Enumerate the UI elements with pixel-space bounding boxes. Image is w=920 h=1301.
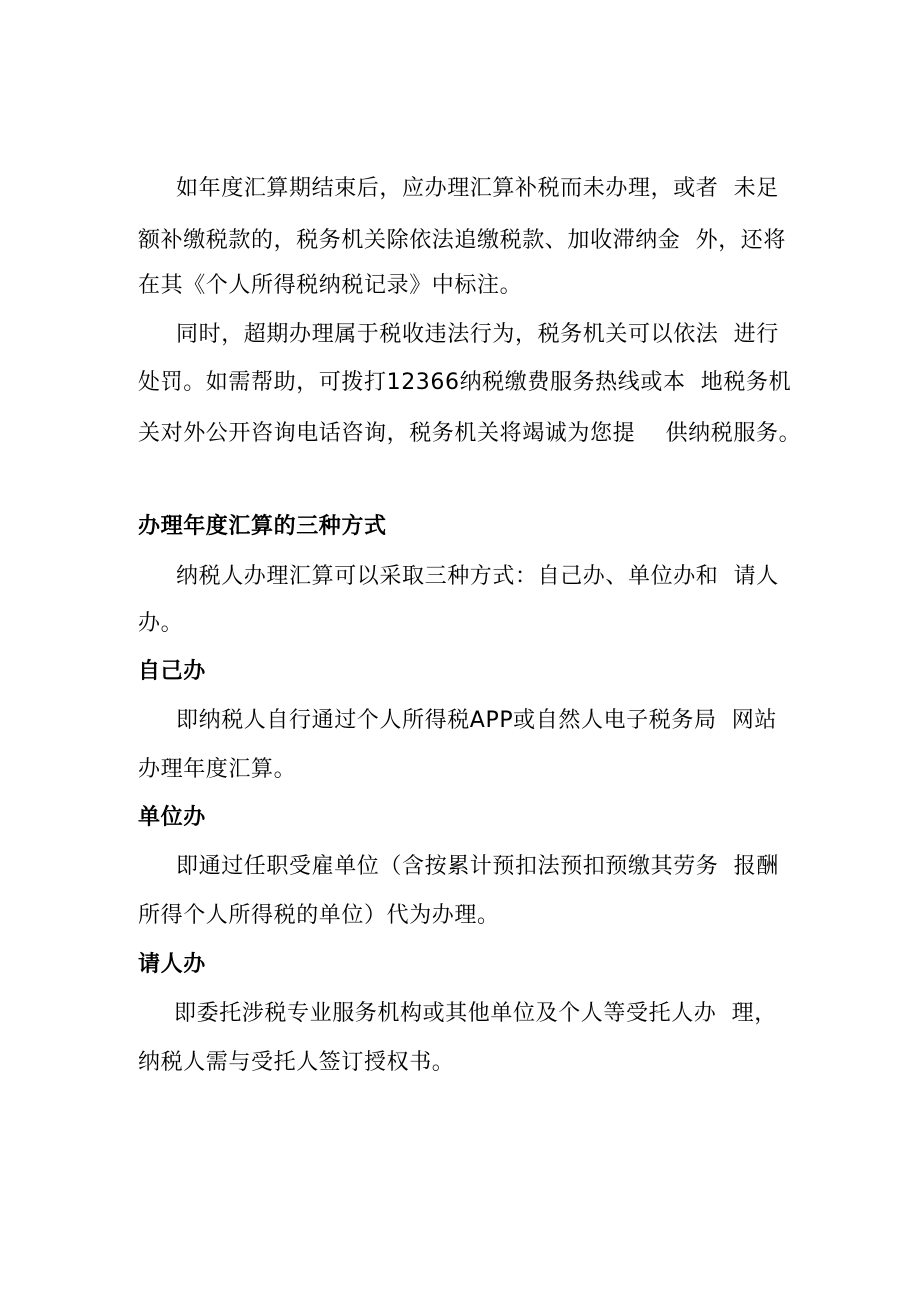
paragraph-line: 即通过任职受雇单位（含按累计预扣法预扣预缴其劳务 报酬 (176, 854, 779, 879)
paragraph-line: 如年度汇算期结束后，应办理汇算补税而未办理，或者 未足 (176, 176, 779, 201)
paragraph-line: 额补缴税款的，税务机关除依法追缴税款、加收滞纳金 外，还将 (138, 228, 786, 253)
paragraph-line: 关对外公开咨询电话咨询，税务机关将竭诚为您提 供纳税服务。 (138, 421, 802, 446)
paragraph-line: 纳税人办理汇算可以采取三种方式：自己办、单位办和 请人 (176, 564, 779, 589)
paragraph-line: 办理年度汇算。 (138, 757, 297, 782)
method-heading-self: 自己办 (138, 659, 206, 684)
paragraph-line: 处罚。如需帮助，可拨打12366纳税缴费服务热线或本 地税务机 (138, 370, 792, 395)
paragraph-line: 即委托涉税专业服务机构或其他单位及个人等受托人办 理， (174, 1001, 777, 1026)
paragraph-line: 纳税人需与受托人签订授权书。 (138, 1050, 455, 1075)
paragraph-line: 所得个人所得税的单位）代为办理。 (138, 903, 500, 928)
method-heading-employer: 单位办 (138, 805, 206, 830)
paragraph-line: 同时，超期办理属于税收违法行为，税务机关可以依法 进行 (176, 322, 779, 347)
method-heading-agent: 请人办 (138, 952, 206, 977)
section-heading: 办理年度汇算的三种方式 (138, 514, 387, 539)
paragraph-line: 即纳税人自行通过个人所得税APP或自然人电子税务局 网站 (176, 708, 777, 733)
paragraph-line: 办。 (138, 611, 184, 636)
paragraph-line: 在其《个人所得税纳税记录》中标注。 (138, 273, 523, 298)
